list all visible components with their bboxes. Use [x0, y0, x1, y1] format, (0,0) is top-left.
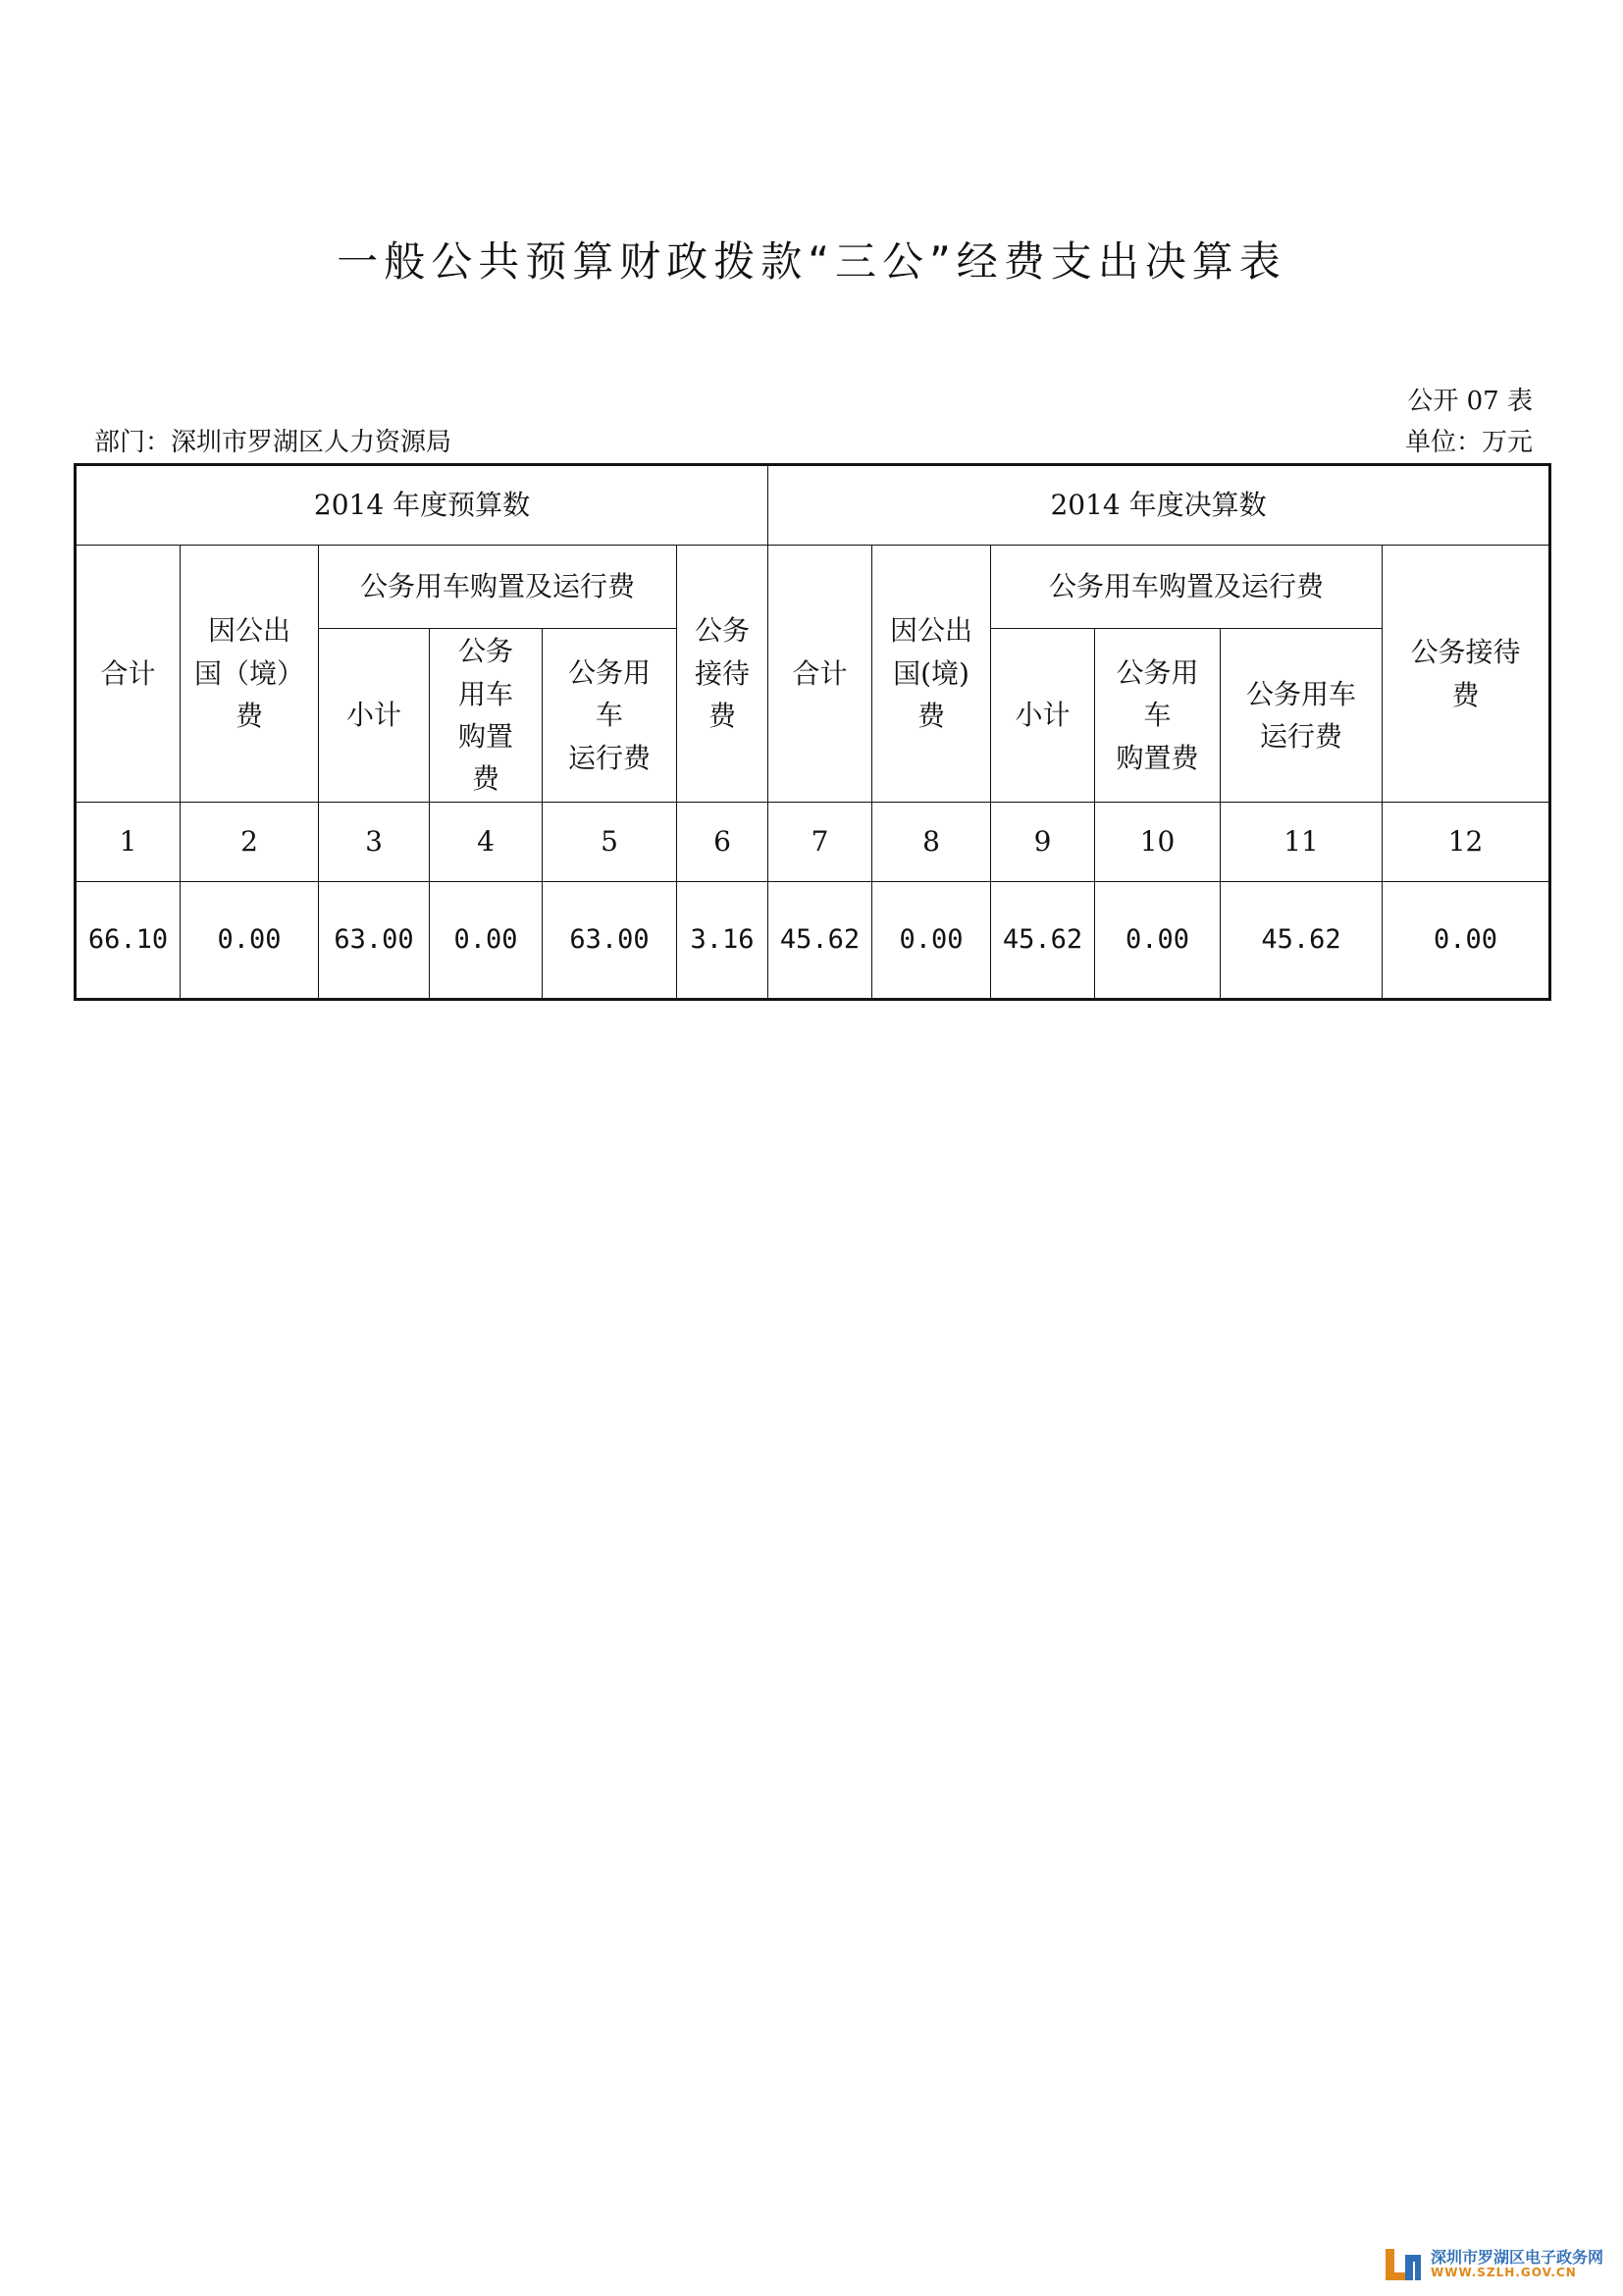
- index-cell: 8: [872, 803, 991, 882]
- value-cell: 63.00: [319, 882, 430, 1000]
- final-car-group-header: 公务用车购置及运行费: [991, 546, 1383, 629]
- value-cell: 0.00: [430, 882, 543, 1000]
- value-row: [76, 882, 1550, 1000]
- index-cell: 9: [991, 803, 1095, 882]
- index-cell: 2: [181, 803, 319, 882]
- index-cell: 4: [430, 803, 543, 882]
- value-cell: 0.00: [872, 882, 991, 1000]
- column-header-row-1: [76, 546, 1550, 629]
- budget-reception-header: 公务 接待 费: [677, 546, 768, 803]
- value-cell: 45.62: [991, 882, 1095, 1000]
- final-total-header: 合计: [768, 546, 872, 803]
- final-abroad-header: 因公出 国(境) 费: [872, 546, 991, 803]
- final-year-header: 2014 年度决算数: [768, 465, 1550, 546]
- index-cell: 11: [1221, 803, 1383, 882]
- value-cell: 3.16: [677, 882, 768, 1000]
- site-logo-icon: [1382, 2245, 1425, 2284]
- value-cell: 0.00: [1383, 882, 1550, 1000]
- unit-label: 单位：万元: [1404, 428, 1533, 457]
- index-cell: 1: [76, 803, 181, 882]
- budget-car-group-header: 公务用车购置及运行费: [319, 546, 677, 629]
- value-cell: 45.62: [1221, 882, 1383, 1000]
- final-reception-header: 公务接待 费: [1383, 546, 1550, 803]
- index-cell: 7: [768, 803, 872, 882]
- index-cell: 5: [543, 803, 677, 882]
- final-car-operation-header: 公务用车 运行费: [1221, 629, 1383, 803]
- three-public-expenditure-table: [74, 463, 1551, 1001]
- budget-abroad-header: 因公出 国（境） 费: [181, 546, 319, 803]
- value-cell: 0.00: [1095, 882, 1221, 1000]
- value-cell: 45.62: [768, 882, 872, 1000]
- final-car-subtotal-header: 小计: [991, 629, 1095, 803]
- form-code-label: 公开 07 表: [1407, 387, 1533, 416]
- budget-year-header: 2014 年度预算数: [76, 465, 768, 546]
- value-cell: 66.10: [76, 882, 181, 1000]
- site-watermark: [1382, 2245, 1603, 2284]
- page-title: 一般公共预算财政拨款“三公”经费支出决算表: [337, 237, 1286, 286]
- budget-total-header: 合计: [76, 546, 181, 803]
- budget-car-operation-header: 公务用 车 运行费: [543, 629, 677, 803]
- index-cell: 12: [1383, 803, 1550, 882]
- department-label: 部门：深圳市罗湖区人力资源局: [94, 428, 452, 457]
- final-car-purchase-header: 公务用 车 购置费: [1095, 629, 1221, 803]
- index-cell: 10: [1095, 803, 1221, 882]
- index-cell: 3: [319, 803, 430, 882]
- column-index-row: [76, 803, 1550, 882]
- year-header-row: [76, 465, 1550, 546]
- value-cell: 63.00: [543, 882, 677, 1000]
- budget-car-purchase-header: 公务 用车 购置 费: [430, 629, 543, 803]
- budget-car-subtotal-header: 小计: [319, 629, 430, 803]
- site-name: 深圳市罗湖区电子政务网: [1430, 2248, 1603, 2268]
- index-cell: 6: [677, 803, 768, 882]
- site-url: WWW.SZLH.GOV.CN: [1430, 2266, 1577, 2280]
- value-cell: 0.00: [181, 882, 319, 1000]
